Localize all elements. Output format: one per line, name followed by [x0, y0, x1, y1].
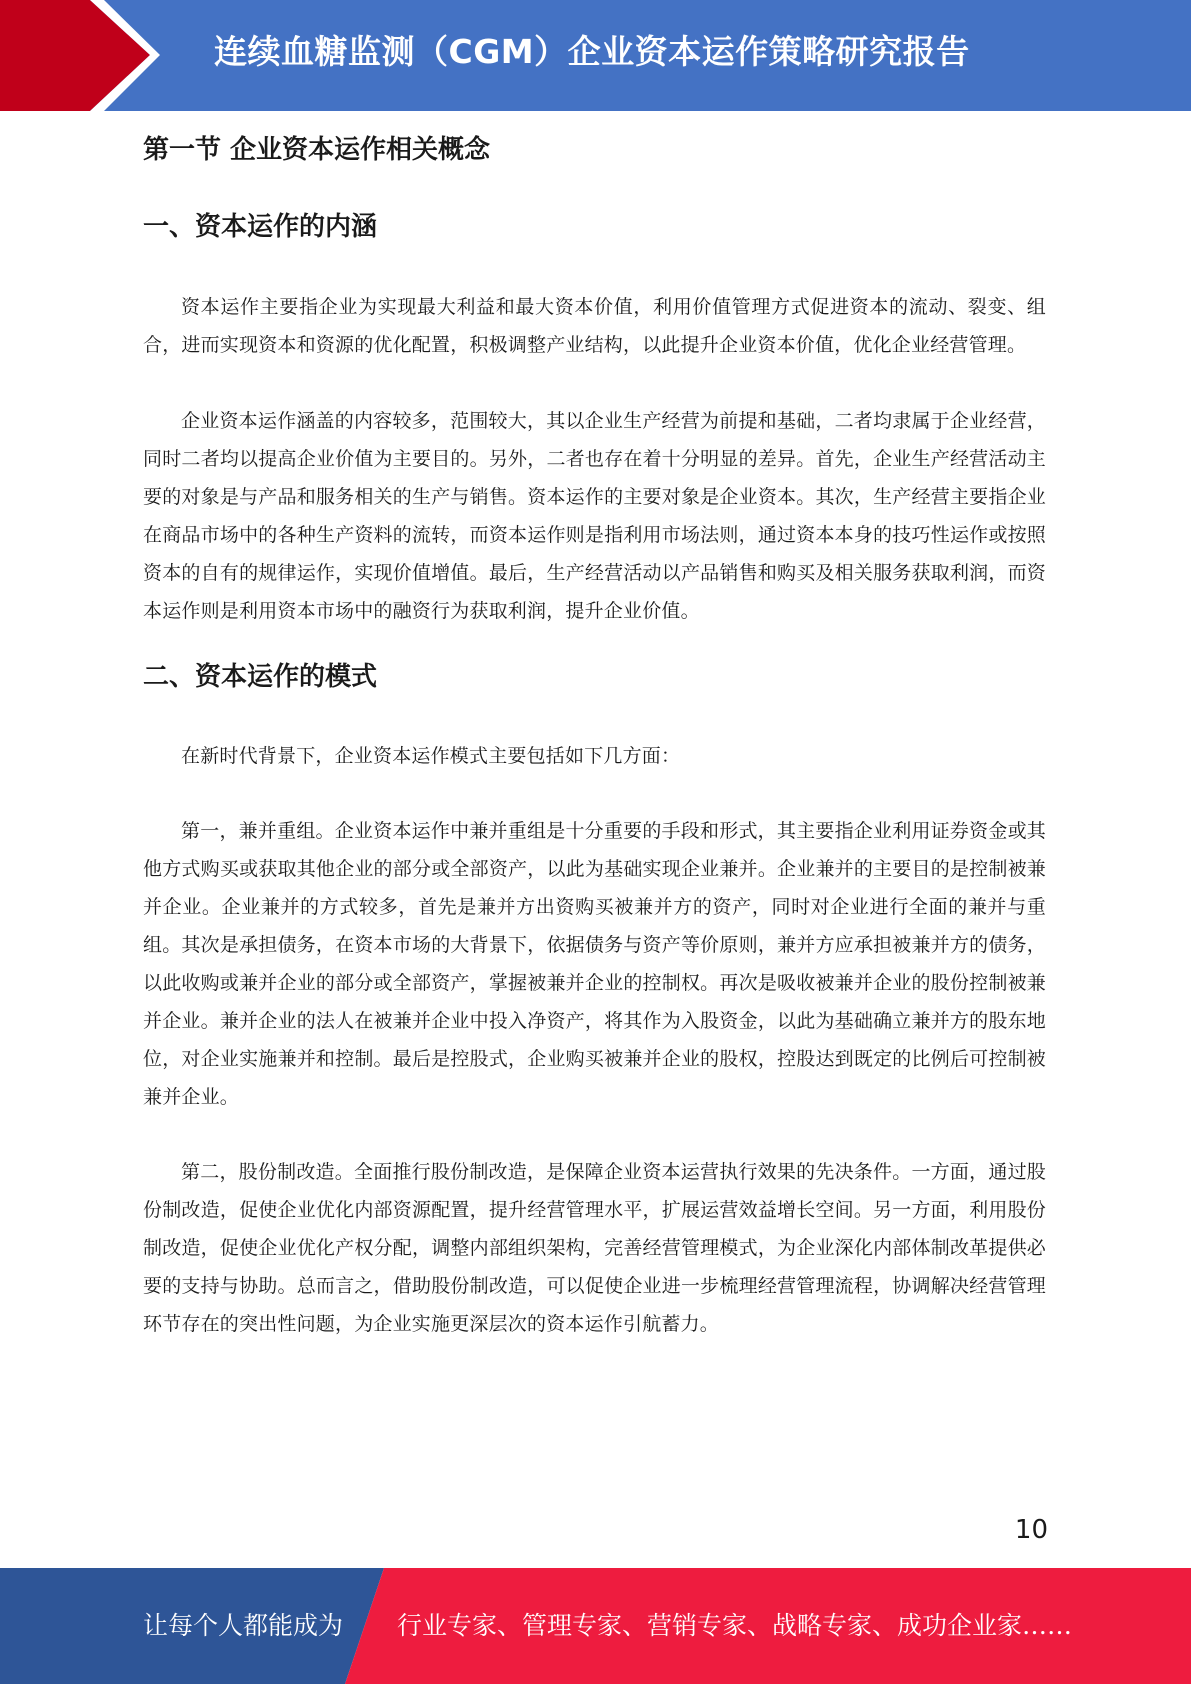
paragraph: 第二，股份制改造。全面推行股份制改造，是保障企业资本运营执行效果的先决条件。一方面，通过股份制改造，促使企业优化内部资源配置，提升经营管理水平，扩展运营效益增长空间。另一方面，利用股份制改造，促使企业优化产权分配，调整内部组织架构，完善经营管理模式，为企业深化内部体制改革提供必要的支持与协助。总而言之，借助股份制改造，可以促使企业进一步梳理经营管理流程，协调解决经营管理环节存在的突出性问题，为企业实施更深层次的资本运作引航蓄力。	[143, 1161, 1046, 1335]
heading-connotation: 一、资本运作的内涵	[143, 212, 378, 242]
header-arrow-decoration	[0, 0, 160, 111]
heading-modes: 二、资本运作的模式	[143, 662, 378, 692]
page-content	[143, 127, 1046, 1343]
paragraph: 企业资本运作涵盖的内容较多，范围较大，其以企业生产经营为前提和基础，二者均隶属于企业经营，同时二者均以提高企业价值为主要目的。另外，二者也存在着十分明显的差异。首先，企业生产经营活动主要的对象是与产品和服务相关的生产与销售。资本运作的主要对象是企业资本。其次，生产经营主要指企业在商品市场中的各种生产资料的流转，而资本运作则是指利用市场法则，通过资本本身的技巧性运作或按照资本的自有的规律运作，实现价值增值。最后，生产经营活动以产品销售和购买及相关服务获取利润，而资本运作则是利用资本市场中的融资行为获取利润，提升企业价值。	[143, 410, 1046, 622]
page-number: 10	[1014, 1515, 1048, 1545]
section-title: 第一节 企业资本运作相关概念	[143, 135, 491, 165]
footer-slogan-left: 让每个人都能成为	[143, 1611, 344, 1640]
paragraph: 第一，兼并重组。企业资本运作中兼并重组是十分重要的手段和形式，其主要指企业利用证券资金或其他方式购买或获取其他企业的部分或全部资产，以此为基础实现企业兼并。企业兼并的主要目的是控制被兼并企业。企业兼并的方式较多，首先是兼并方出资购买被兼并方的资产，同时对企业进行全面的兼并与重组。其次是承担债务，在资本市场的大背景下，依据债务与资产等价原则，兼并方应承担被兼并方的债务，以此收购或兼并企业的部分或全部资产，掌握被兼并企业的控制权。再次是吸收被兼并企业的股份控制被兼并企业。兼并企业的法人在被兼并企业中投入净资产，将其作为入股资金，以此为基础确立兼并方的股东地位，对企业实施兼并和控制。最后是控股式，企业购买被兼并企业的股权，控股达到既定的比例后可控制被兼并企业。	[143, 820, 1046, 1108]
paragraph: 在新时代背景下，企业资本运作模式主要包括如下几方面：	[181, 745, 681, 767]
page-header	[0, 0, 1191, 111]
paragraph: 资本运作主要指企业为实现最大利益和最大资本价值，利用价值管理方式促进资本的流动、裂变、组合，进而实现资本和资源的优化配置，积极调整产业结构，以此提升企业资本价值，优化企业经营管理。	[143, 296, 1046, 356]
footer-slogan-right: 行业专家、管理专家、营销专家、战略专家、成功企业家……	[397, 1611, 1073, 1640]
report-title: 连续血糖监测（CGM）企业资本运作策略研究报告	[214, 32, 970, 71]
